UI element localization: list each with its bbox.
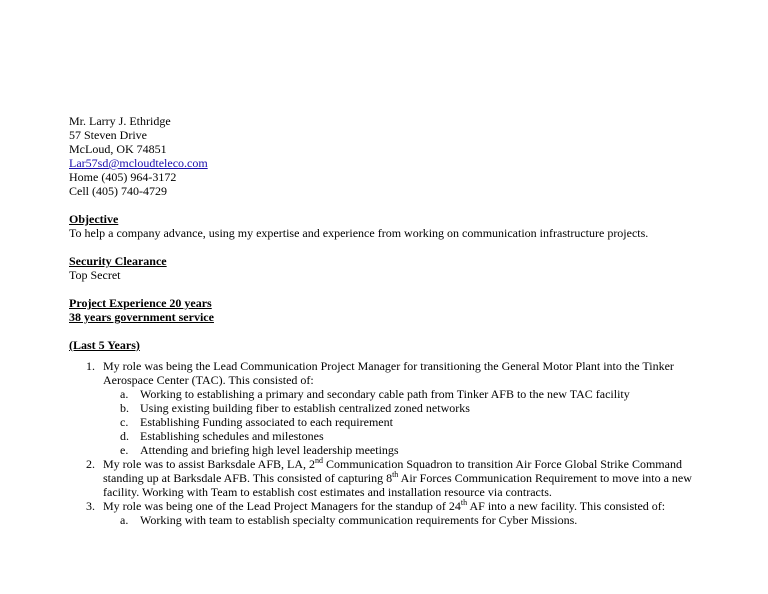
item-text: My role was being one of the Lead Project Managers for the standup of 24th AF into a new facility. This consisted of: [103, 498, 666, 513]
experience-item [69, 359, 749, 457]
experience-section [69, 296, 749, 527]
experience-item [69, 457, 749, 499]
experience-list [69, 359, 749, 527]
sub-letter: a. [120, 513, 129, 527]
clearance-heading: Security Clearance [69, 254, 167, 268]
sub-item [103, 415, 749, 429]
objective-text: To help a company advance, using my expertise and experience from working on communication infrastructure projects. [69, 226, 649, 240]
service-heading: 38 years government service [69, 310, 214, 324]
item-number: 1. [86, 359, 95, 373]
item-number: 2. [86, 457, 95, 471]
item-text: standing up at Barksdale AFB. This consisted of capturing 8th Air Forces Communication Requirement to move into a new [103, 470, 692, 485]
sub-text: Working to establishing a primary and secondary cable path from Tinker AFB to the new TAC facility [140, 387, 630, 401]
spacer [69, 198, 749, 212]
item-number: 3. [86, 499, 95, 513]
sub-letter: d. [120, 429, 129, 443]
period-heading: (Last 5 Years) [69, 338, 140, 352]
spacer [69, 352, 749, 359]
item-text: Aerospace Center (TAC). This consisted of: [103, 373, 314, 387]
contact-block [69, 114, 749, 198]
clearance-section [69, 254, 749, 282]
sub-letter: e. [120, 443, 129, 457]
contact-cell-phone: Cell (405) 740-4729 [69, 184, 167, 198]
sub-list [103, 513, 749, 527]
sub-letter: c. [120, 415, 129, 429]
experience-heading: Project Experience 20 years [69, 296, 212, 310]
spacer [69, 240, 749, 254]
sub-text: Working with team to establish specialty communication requirements for Cyber Missions. [140, 513, 578, 527]
sub-item [103, 443, 749, 457]
spacer [69, 282, 749, 296]
sub-text: Establishing schedules and milestones [140, 429, 324, 443]
sub-letter: b. [120, 401, 129, 415]
contact-email-link[interactable]: Lar57sd@mcloudteleco.com [69, 156, 208, 170]
sub-list [103, 387, 749, 457]
sub-text: Using existing building fiber to establish centralized zoned networks [140, 401, 470, 415]
contact-name: Mr. Larry J. Ethridge [69, 114, 171, 128]
clearance-text: Top Secret [69, 268, 121, 282]
sub-item [103, 387, 749, 401]
spacer [69, 324, 749, 338]
experience-item [69, 499, 749, 527]
item-text: facility. Working with Team to establish cost estimates and installation resource via contracts. [103, 485, 552, 499]
sub-item [103, 401, 749, 415]
sub-text: Attending and briefing high level leadership meetings [140, 443, 399, 457]
resume-document [69, 114, 749, 527]
contact-home-phone: Home (405) 964-3172 [69, 170, 177, 184]
item-text: My role was being the Lead Communication Project Manager for transitioning the General Motor Plant into the Tinker [103, 359, 674, 373]
contact-street: 57 Steven Drive [69, 128, 147, 142]
objective-heading: Objective [69, 212, 119, 226]
sub-item [103, 429, 749, 443]
objective-section [69, 212, 749, 240]
item-text: My role was to assist Barksdale AFB, LA, 2nd Communication Squadron to transition Air Force Global Strike Command [103, 456, 682, 471]
sub-item [103, 513, 749, 527]
contact-city: McLoud, OK 74851 [69, 142, 167, 156]
sub-letter: a. [120, 387, 129, 401]
sub-text: Establishing Funding associated to each requirement [140, 415, 393, 429]
